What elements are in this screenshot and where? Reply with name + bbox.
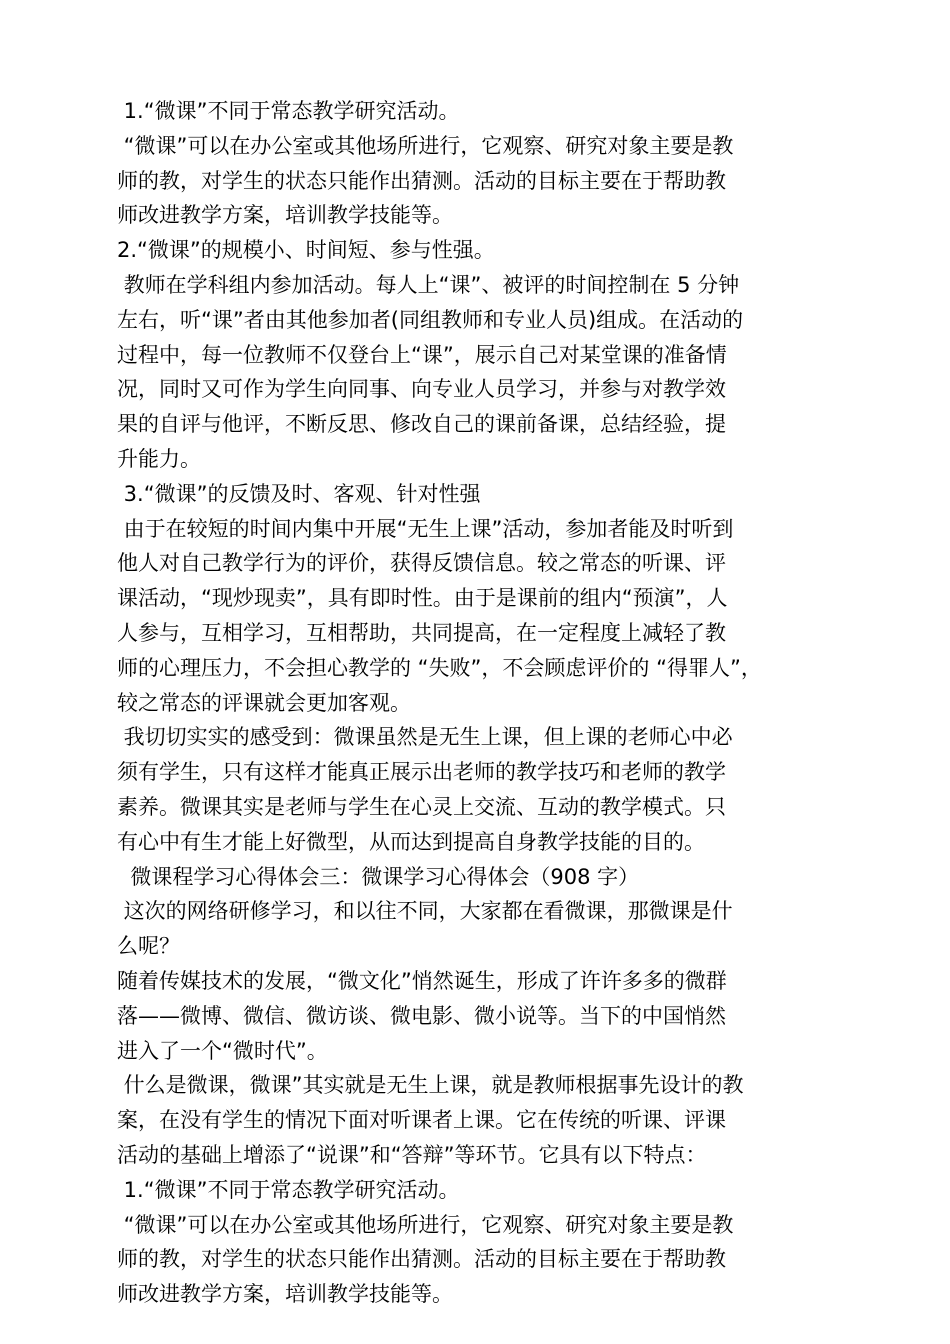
text-line: 什么是微课，微课”其实就是无生上课，就是教师根据事先设计的教 bbox=[117, 1073, 744, 1098]
text-line: 素养。微课其实是老师与学生在心灵上交流、互动的教学模式。只 bbox=[117, 794, 726, 819]
text-line: 较之常态的评课就会更加客观。 bbox=[117, 690, 411, 715]
text-line: 随着传媒技术的发展，“微文化”悄然诞生，形成了许许多多的微群 bbox=[117, 968, 727, 993]
text-line: 1.“微课”不同于常态教学研究活动。 bbox=[117, 1177, 460, 1202]
text-line: 2.“微课”的规模小、时间短、参与性强。 bbox=[117, 238, 495, 263]
text-line: 教师在学科组内参加活动。每人上“课”、被评的时间控制在 5 分钟 bbox=[117, 272, 740, 297]
text-line: 师改进教学方案，培训教学技能等。 bbox=[117, 1282, 453, 1307]
text-line: “微课”可以在办公室或其他场所进行，它观察、研究对象主要是教 bbox=[117, 133, 734, 158]
text-line: 进入了一个“微时代”。 bbox=[117, 1038, 328, 1063]
text-line: 升能力。 bbox=[117, 446, 201, 471]
text-line: 师的教，对学生的状态只能作出猜测。活动的目标主要在于帮助教 bbox=[117, 1247, 726, 1272]
text-line: 1.“微课”不同于常态教学研究活动。 bbox=[117, 99, 460, 123]
text-line: 左右，听“课”者由其他参加者(同组教师和专业人员)组成。在活动的 bbox=[117, 307, 744, 332]
text-line: 他人对自己教学行为的评价，获得反馈信息。较之常态的听课、评 bbox=[117, 551, 726, 576]
document-body bbox=[117, 94, 842, 1312]
text-line: 有心中有生才能上好微型，从而达到提高自身教学技能的目的。 bbox=[117, 829, 705, 854]
text-line: 案，在没有学生的情况下面对听课者上课。它在传统的听课、评课 bbox=[117, 1108, 726, 1133]
text-line: 我切切实实的感受到：微课虽然是无生上课，但上课的老师心中必 bbox=[117, 725, 733, 750]
text-line: 课活动，“现炒现卖”，具有即时性。由于是课前的组内“预演”，人 bbox=[117, 586, 728, 611]
text-line: 师的心理压力，不会担心教学的 “失败”，不会顾虑评价的 “得罪人”， bbox=[117, 655, 762, 680]
text-line: 果的自评与他评，不断反思、修改自己的课前备课，总结经验，提 bbox=[117, 412, 726, 437]
text-line: 3.“微课”的反馈及时、客观、针对性强 bbox=[117, 481, 481, 506]
text-line: 过程中，每一位教师不仅登台上“课”，展示自己对某堂课的准备情 bbox=[117, 342, 727, 367]
text-line: 么呢？ bbox=[117, 934, 180, 959]
text-line: 落——微博、微信、微访谈、微电影、微小说等。当下的中国悄然 bbox=[117, 1003, 726, 1028]
text-line: 师的教，对学生的状态只能作出猜测。活动的目标主要在于帮助教 bbox=[117, 168, 726, 193]
text-line: 这次的网络研修学习，和以往不同，大家都在看微课，那微课是什 bbox=[117, 899, 733, 924]
text-line: 须有学生，只有这样才能真正展示出老师的教学技巧和老师的教学 bbox=[117, 760, 726, 785]
text-line: 微课程学习心得体会三：微课学习心得体会（908 字） bbox=[117, 864, 640, 889]
text-line: “微课”可以在办公室或其他场所进行，它观察、研究对象主要是教 bbox=[117, 1212, 734, 1237]
text-line: 活动的基础上增添了“说课”和“答辩”等环节。它具有以下特点： bbox=[117, 1142, 707, 1167]
text-line: 况，同时又可作为学生向同事、向专业人员学习，并参与对教学效 bbox=[117, 377, 726, 402]
text-line: 师改进教学方案，培训教学技能等。 bbox=[117, 203, 453, 228]
text-line: 由于在较短的时间内集中开展“无生上课”活动，参加者能及时听到 bbox=[117, 516, 734, 541]
text-line: 人参与，互相学习，互相帮助，共同提高，在一定程度上减轻了教 bbox=[117, 620, 726, 645]
